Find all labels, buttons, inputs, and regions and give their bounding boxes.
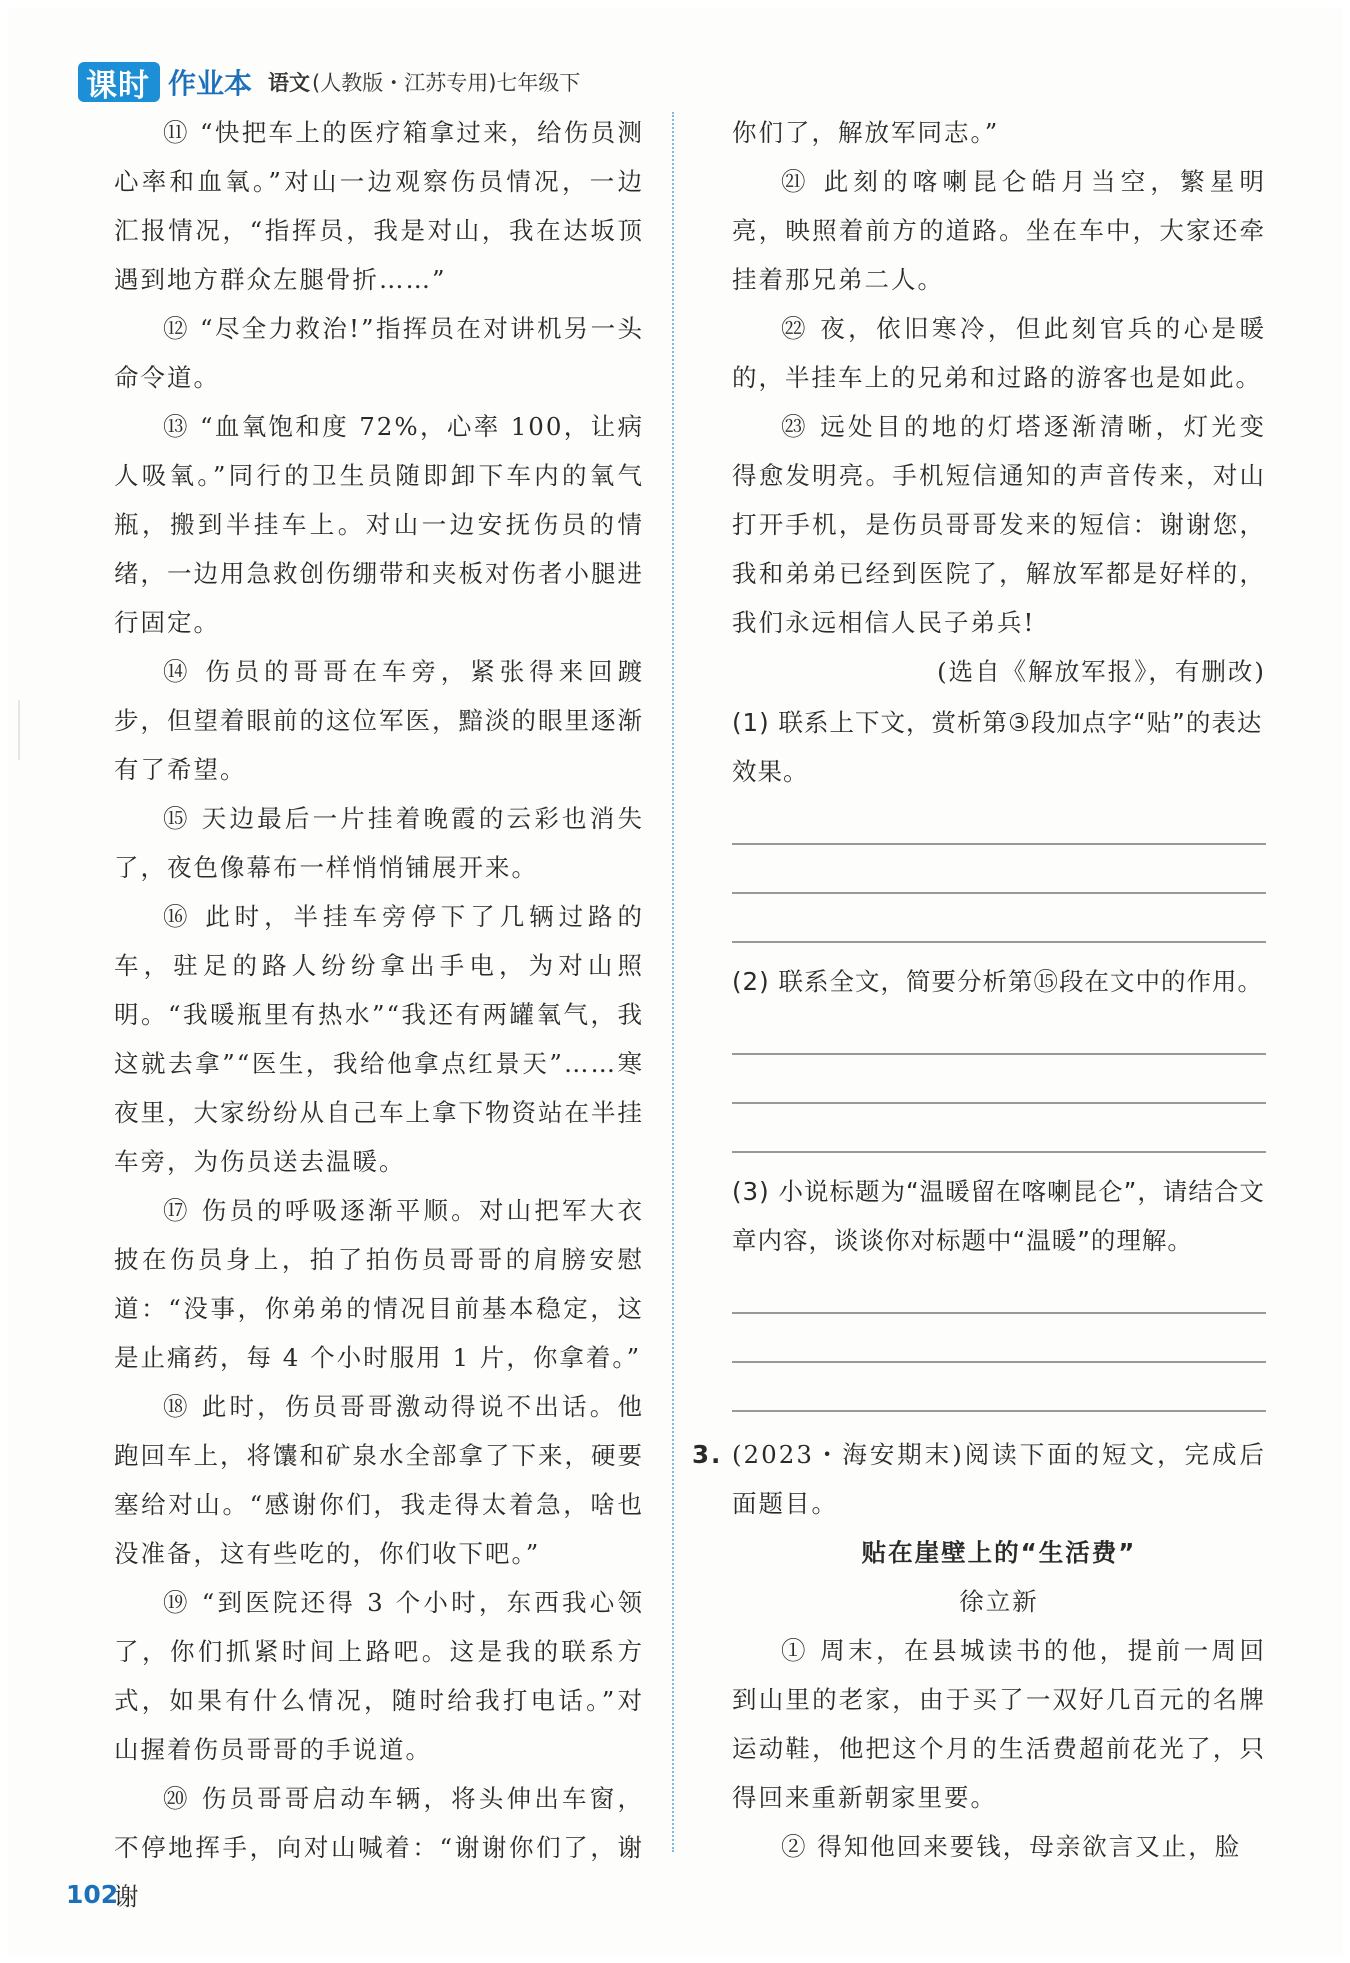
- page-number: 102: [66, 1880, 119, 1909]
- answer-line[interactable]: [732, 941, 1266, 943]
- question-3: [732, 1167, 1266, 1412]
- logo-text: 课时: [86, 67, 150, 104]
- paragraph-16: ⑯ 此时，半挂车旁停下了几辆过路的车，驻足的路人纷纷拿出手电，为对山照明。“我暖瓶里有热水”“我还有两罐氧气，我这就去拿”“医生，我给他拿点红景天”……寒夜里，大家纷纷从自己车上拿下物资站在半挂车旁，为伤员送去温暖。: [114, 902, 644, 1176]
- answer-line[interactable]: [732, 1151, 1266, 1153]
- subject-label: 语文: [268, 71, 311, 95]
- paragraph-14: ⑭ 伤员的哥哥在车旁，紧张得来回踱步，但望着眼前的这位军医，黯淡的眼里逐渐有了希望。: [114, 657, 644, 784]
- article-paragraph-1: ① 周末，在县城读书的他，提前一周回到山里的老家，由于买了一双好几百元的名牌运动鞋，他把这个月的生活费超前花光了，只得回来重新朝家里要。: [732, 1636, 1266, 1812]
- exercise-3-number: 3.: [692, 1440, 723, 1469]
- answer-line[interactable]: [732, 1053, 1266, 1055]
- answer-area-3[interactable]: [732, 1312, 1266, 1412]
- paragraph-20-continued: 你们了，解放军同志。”: [732, 118, 1000, 147]
- right-column: [692, 108, 1266, 1871]
- paragraph-11: ⑪ “快把车上的医疗箱拿过来，给伤员测心率和血氧。”对山一边观察伤员情况，一边汇报情况，“指挥员，我是对山，我在达坂顶遇到地方群众左腿骨折……”: [114, 118, 644, 294]
- paragraph-20: ⑳ 伤员哥哥启动车辆，将头伸出车窗，不停地挥手，向对山喊着：“谢谢你们了，谢谢: [114, 1784, 644, 1911]
- paragraph-22: ㉒ 夜，依旧寒冷，但此刻官兵的心是暖的，半挂车上的兄弟和过路的游客也是如此。: [732, 314, 1266, 392]
- answer-area-2[interactable]: [732, 1053, 1266, 1153]
- paragraph-12: ⑫ “尽全力救治!”指挥员在对讲机另一头命令道。: [114, 314, 644, 392]
- question-2-text: (2) 联系全文，简要分析第⑮段在文中的作用。: [732, 967, 1263, 996]
- column-divider: [672, 112, 674, 1852]
- article-title: 贴在崖壁上的“生活费”: [861, 1538, 1137, 1567]
- paragraph-21: ㉑ 此刻的喀喇昆仑皓月当空，繁星明亮，映照着前方的道路。坐在车中，大家还牵挂着那兄弟二人。: [732, 167, 1266, 294]
- answer-line[interactable]: [732, 843, 1266, 845]
- paragraph-23: ㉓ 远处目的地的灯塔逐渐清晰，灯光变得愈发明亮。手机短信通知的声音传来，对山打开手机，是伤员哥哥发来的短信：谢谢您，我和弟弟已经到医院了，解放军都是好样的，我们永远相信人民子弟兵!: [732, 412, 1266, 637]
- left-column: [114, 108, 644, 1921]
- question-1: [732, 698, 1266, 943]
- exercise-3: [692, 1430, 1266, 1871]
- question-2: [732, 957, 1266, 1153]
- paragraph-18: ⑱ 此时，伤员哥哥激动得说不出话。他跑回车上，将馕和矿泉水全部拿了下来，硬要塞给对山。“感谢你们，我走得太着急，啥也没准备，这有些吃的，你们收下吧。”: [114, 1392, 644, 1568]
- question-1-text: (1) 联系上下文，赏析第③段加点字“贴”的表达效果。: [732, 708, 1263, 786]
- answer-line[interactable]: [732, 1361, 1266, 1363]
- edition-label: (人教版・江苏专用)七年级下: [312, 71, 581, 95]
- answer-line[interactable]: [732, 1102, 1266, 1104]
- exercise-3-prompt: (2023・海安期末)阅读下面的短文，完成后面题目。: [732, 1440, 1266, 1518]
- answer-area-1[interactable]: [732, 843, 1266, 943]
- article-author: 徐立新: [959, 1587, 1039, 1616]
- answer-line[interactable]: [732, 1410, 1266, 1412]
- question-3-text: (3) 小说标题为“温暖留在喀喇昆仑”，请结合文章内容，谈谈你对标题中“温暖”的理解。: [732, 1177, 1265, 1255]
- page-header: [78, 60, 580, 104]
- product-name: 作业本: [168, 67, 253, 100]
- answer-line[interactable]: [732, 892, 1266, 894]
- answer-line[interactable]: [732, 1312, 1266, 1314]
- brand-logo: [78, 62, 160, 102]
- paragraph-19: ⑲ “到医院还得 3 个小时，东西我心领了，你们抓紧时间上路吧。这是我的联系方式，如果有什么情况，随时给我打电话。”对山握着伤员哥哥的手说道。: [114, 1588, 644, 1764]
- paragraph-13: ⑬ “血氧饱和度 72%，心率 100，让病人吸氧。”同行的卫生员随即卸下车内的氧气瓶，搬到半挂车上。对山一边安抚伤员的情绪，一边用急救创伤绷带和夹板对伤者小腿进行固定。: [114, 412, 644, 637]
- source-citation: (选自《解放军报》，有删改): [937, 657, 1266, 686]
- course-info: [268, 67, 580, 97]
- paragraph-15: ⑮ 天边最后一片挂着晚霞的云彩也消失了，夜色像幕布一样悄悄铺展开来。: [114, 804, 644, 882]
- article-paragraph-2: ② 得知他回来要钱，母亲欲言又止，脸: [781, 1832, 1242, 1861]
- paragraph-17: ⑰ 伤员的呼吸逐渐平顺。对山把军大衣披在伤员身上，拍了拍伤员哥哥的肩膀安慰道：“没事，你弟弟的情况目前基本稳定，这是止痛药，每 4 个小时服用 1 片，你拿着。”: [114, 1196, 644, 1372]
- scan-margin-mark: [18, 700, 20, 760]
